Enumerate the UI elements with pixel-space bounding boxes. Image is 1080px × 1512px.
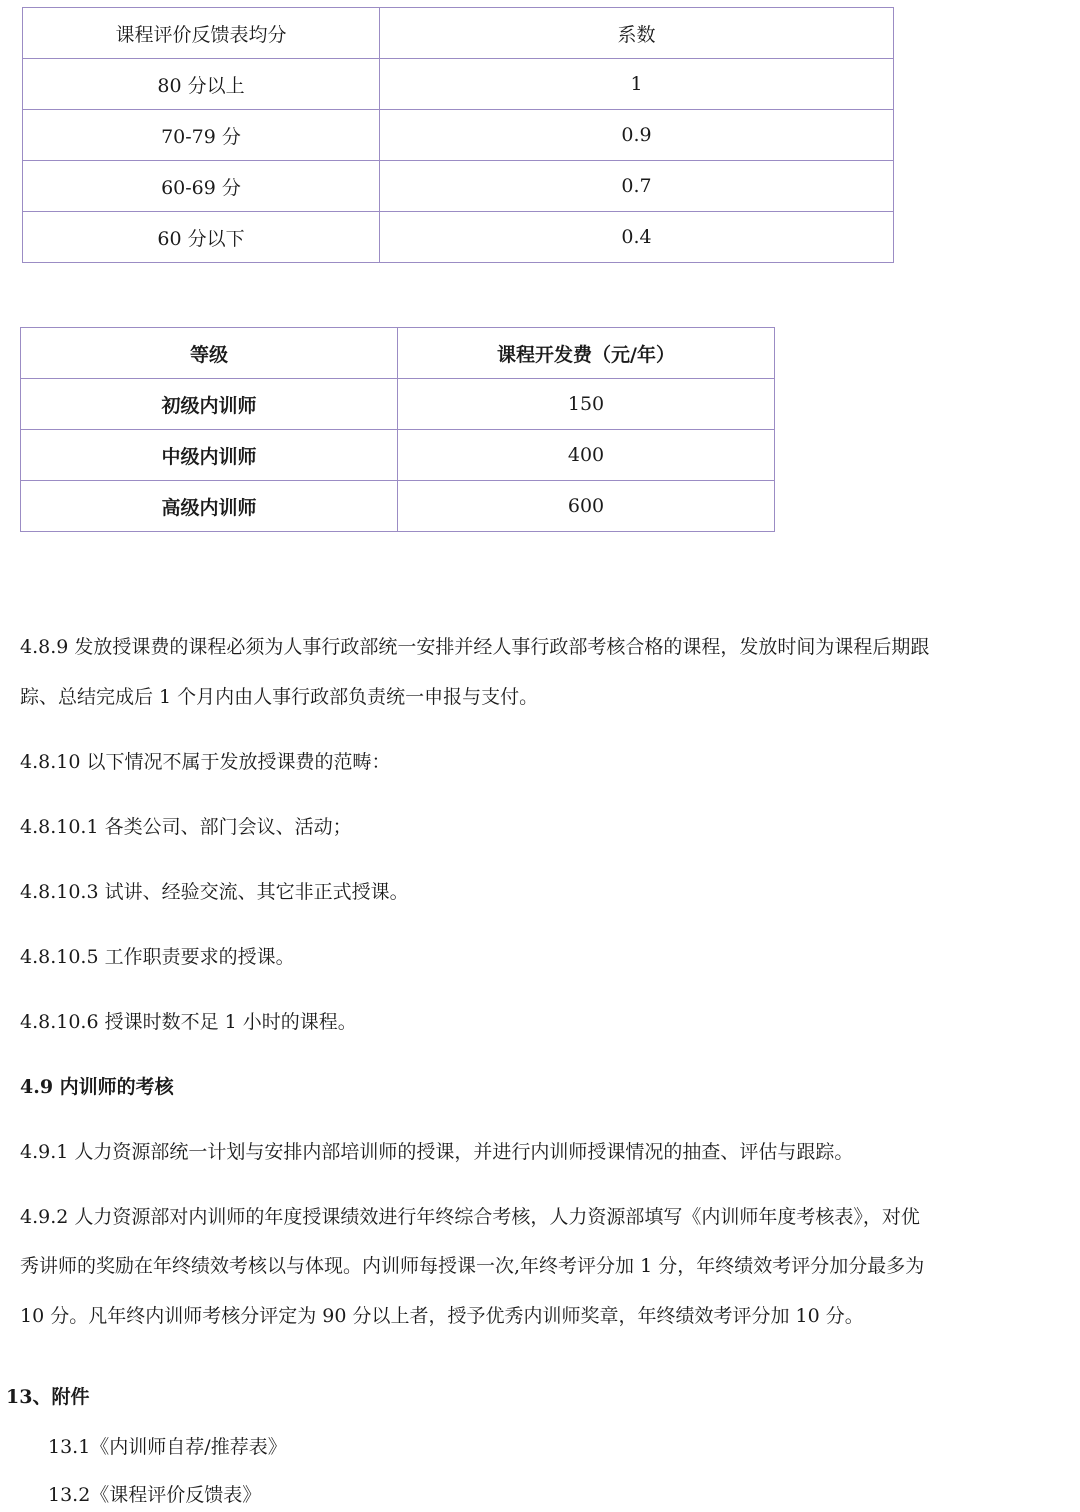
- table-cell: 60 分以下: [23, 212, 380, 263]
- table-cell: 0.9: [380, 110, 894, 161]
- paragraph-4-8-9-line-2: 踪、总结完成后 1 个月内由人事行政部负责统一申报与支付。: [20, 686, 539, 708]
- paragraph-4-8-10: 4.8.10 以下情况不属于发放授课费的范畴：: [20, 751, 391, 773]
- table-cell: 70-79 分: [23, 110, 380, 161]
- table-cell: 1: [380, 59, 894, 110]
- header-cell: 课程评价反馈表均分: [23, 8, 380, 59]
- table-header-row: [21, 328, 775, 379]
- table-cell: 高级内训师: [21, 481, 398, 532]
- paragraph-4-9-2-line-2: 秀讲师的奖励在年终绩效考核以与体现。内训师每授课一次,年终考评分加 1 分，年终绩效考评分加分最多为: [20, 1255, 925, 1277]
- table-cell: 初级内训师: [21, 379, 398, 430]
- attachment-13-2: 13.2《课程评价反馈表》: [48, 1484, 262, 1506]
- paragraph-4-9-1: 4.9.1 人力资源部统一计划与安排内部培训师的授课，并进行内训师授课情况的抽查、评估与跟踪。: [20, 1141, 854, 1163]
- table-cell: 0.4: [380, 212, 894, 263]
- table-cell: 400: [398, 430, 775, 481]
- header-cell: 课程开发费（元/年）: [398, 328, 775, 379]
- development-fee-table: [20, 327, 775, 532]
- table-cell: 600: [398, 481, 775, 532]
- attachment-13-1: 13.1《内训师自荐/推荐表》: [48, 1436, 287, 1458]
- table-row: [21, 481, 775, 532]
- table-header-row: [23, 8, 894, 59]
- table-cell: 80 分以上: [23, 59, 380, 110]
- score-coefficient-table: [22, 7, 894, 263]
- paragraph-4-9-2-line-1: 4.9.2 人力资源部对内训师的年度授课绩效进行年终综合考核，人力资源部填写《内训师年度考核表》，对优: [20, 1206, 920, 1228]
- table-cell: 中级内训师: [21, 430, 398, 481]
- paragraph-4-8-10-1: 4.8.10.1 各类公司、部门会议、活动；: [20, 816, 352, 838]
- section-heading-4-9: 4.9 内训师的考核: [20, 1076, 174, 1098]
- paragraph-4-8-9-line-1: 4.8.9 发放授课费的课程必须为人事行政部统一安排并经人事行政部考核合格的课程，发放时间为课程后期跟: [20, 636, 930, 658]
- table-row: [23, 212, 894, 263]
- header-cell: 系数: [380, 8, 894, 59]
- paragraph-4-8-10-6: 4.8.10.6 授课时数不足 1 小时的课程。: [20, 1011, 357, 1033]
- table-cell: 60-69 分: [23, 161, 380, 212]
- table-cell: 0.7: [380, 161, 894, 212]
- table-row: [21, 379, 775, 430]
- table-cell: 150: [398, 379, 775, 430]
- paragraph-4-8-10-3: 4.8.10.3 试讲、经验交流、其它非正式授课。: [20, 881, 409, 903]
- table-row: [23, 110, 894, 161]
- table-row: [23, 161, 894, 212]
- paragraph-4-9-2-line-3: 10 分。凡年终内训师考核分评定为 90 分以上者，授予优秀内训师奖章，年终绩效考评分加 10 分。: [20, 1305, 864, 1327]
- table-row: [23, 59, 894, 110]
- table-row: [21, 430, 775, 481]
- paragraph-4-8-10-5: 4.8.10.5 工作职责要求的授课。: [20, 946, 295, 968]
- header-cell: 等级: [21, 328, 398, 379]
- section-heading-13: 13、附件: [6, 1386, 90, 1408]
